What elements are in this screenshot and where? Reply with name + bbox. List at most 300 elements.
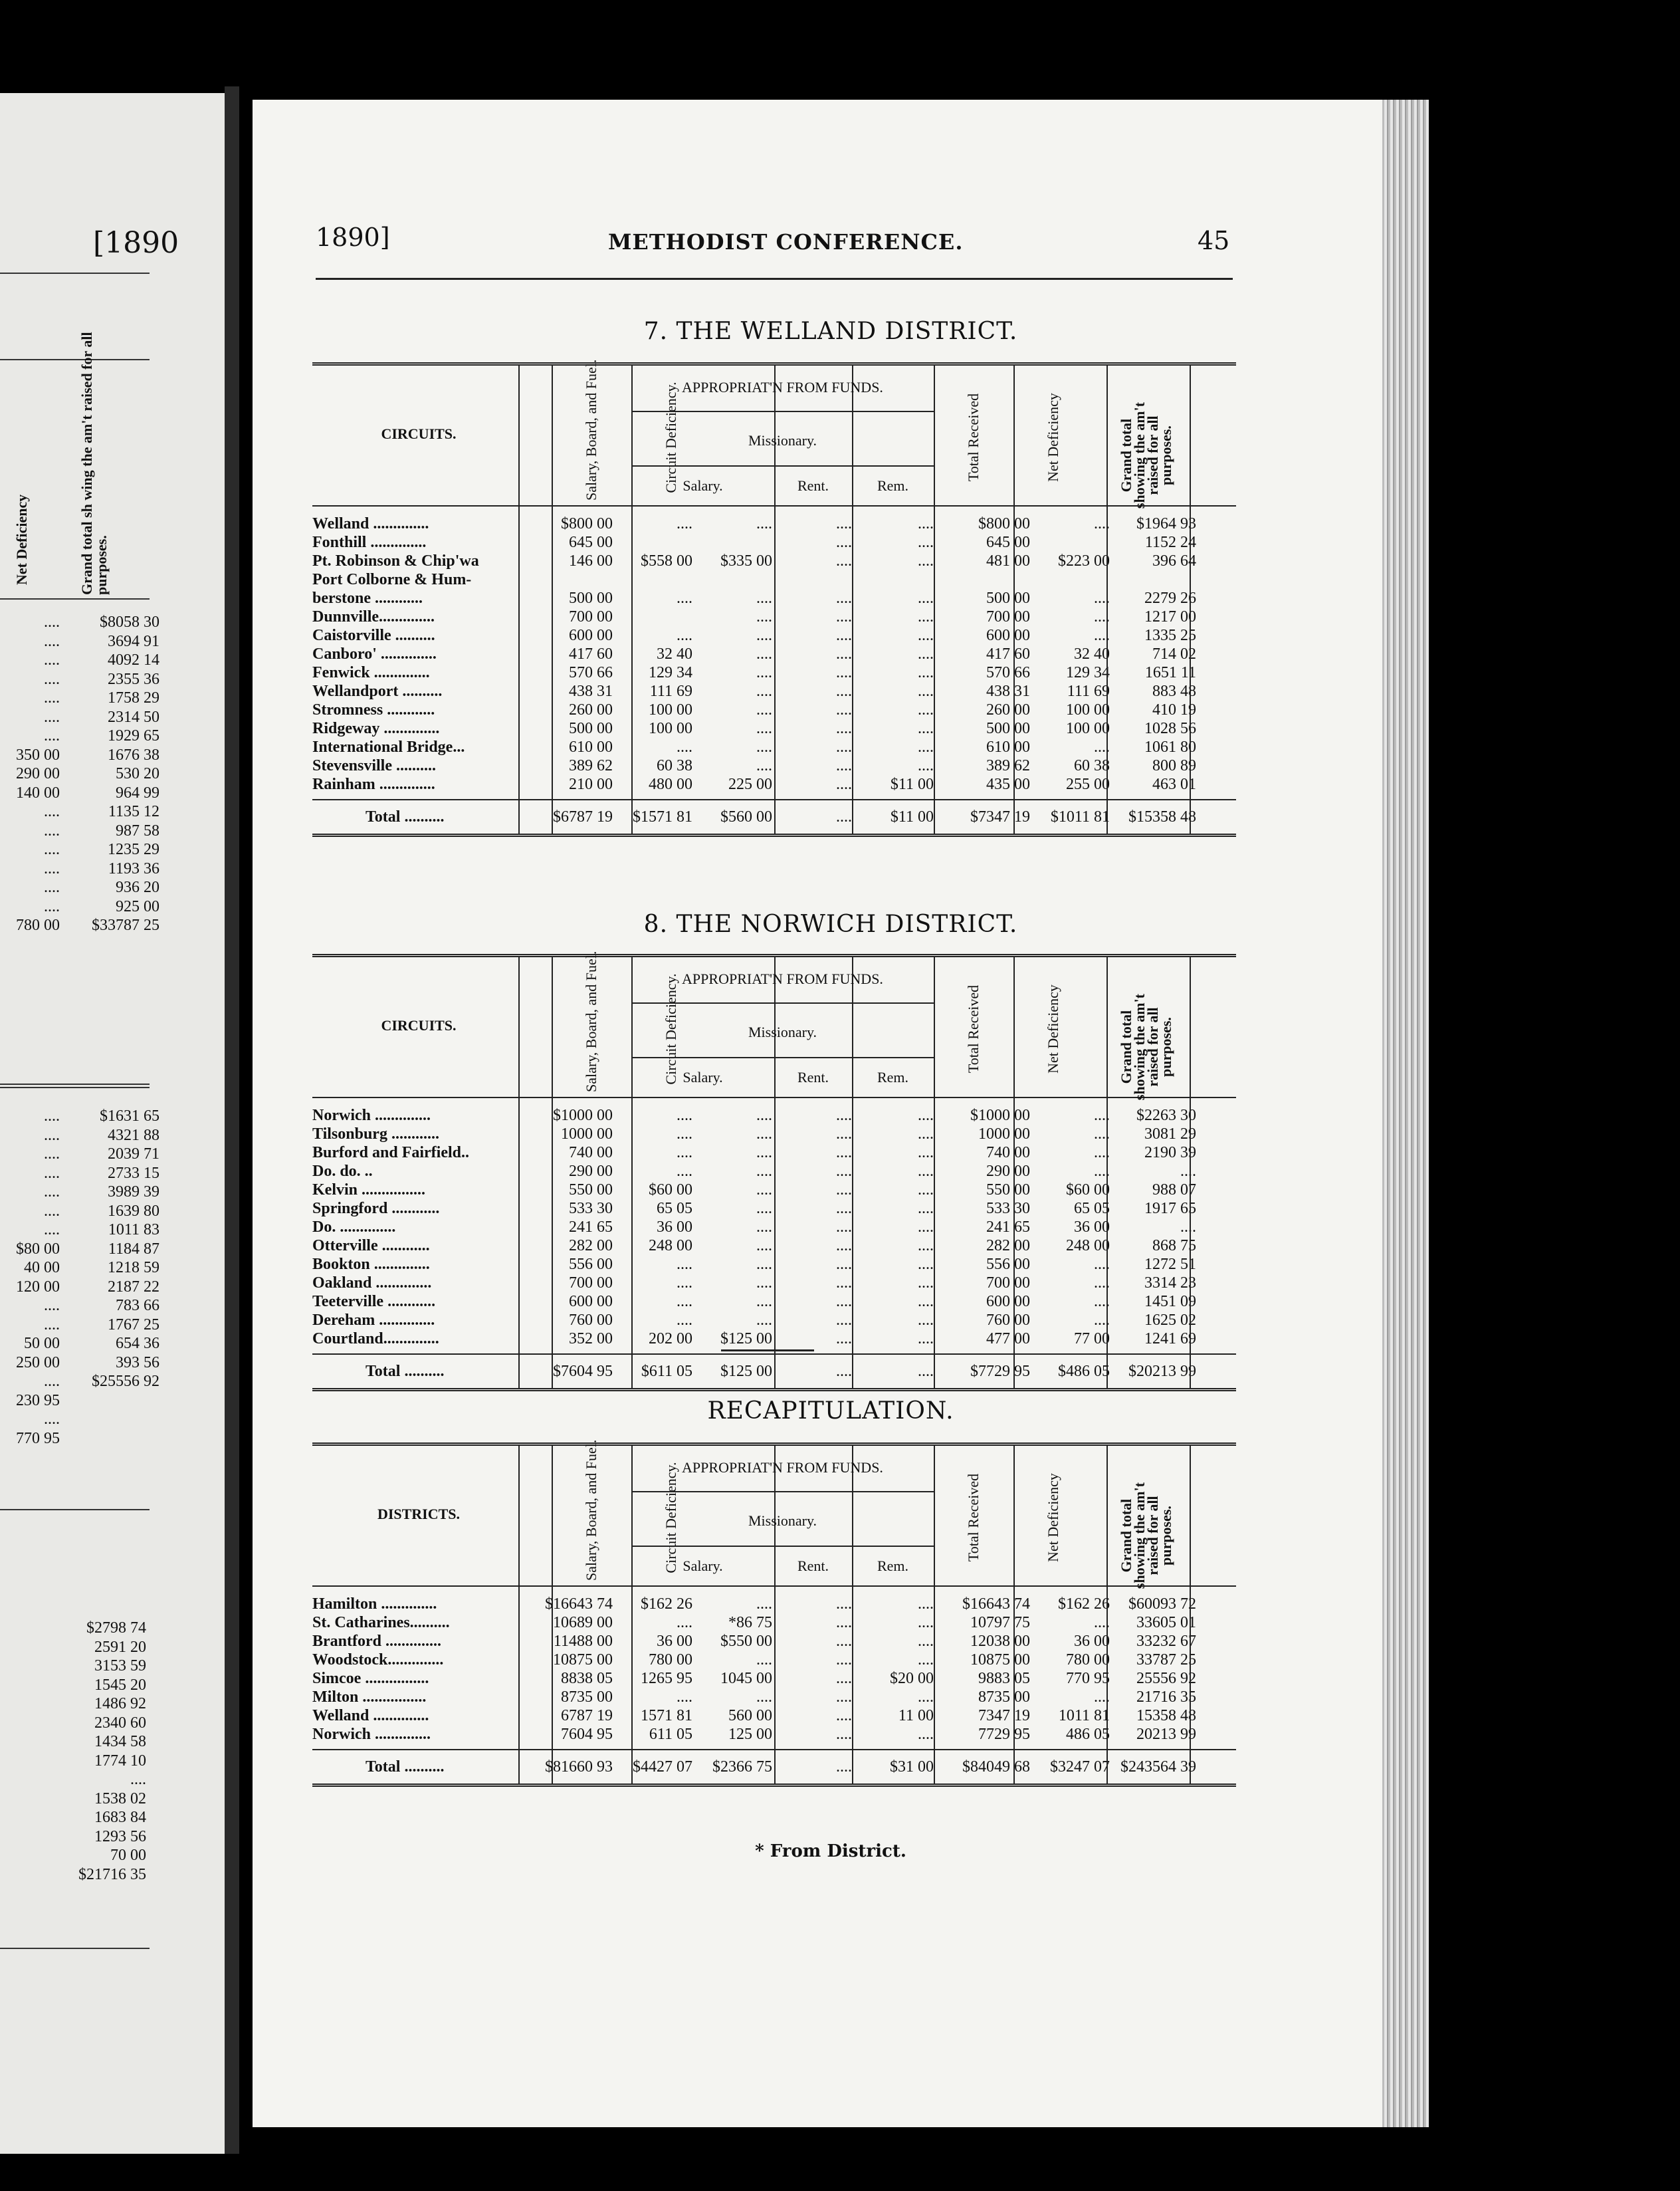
cell: .... (1094, 1293, 1110, 1310)
total-cell: $1011 81 (1050, 808, 1110, 826)
cell: $1000 00 (553, 1107, 613, 1124)
cell: 8735 00 (561, 1688, 613, 1706)
cell: .... (836, 1274, 852, 1292)
row-name: Fonthill .............. (312, 534, 427, 551)
cell: .... (1094, 739, 1110, 756)
cell: 36 00 (657, 1633, 692, 1650)
cell: 8838 05 (561, 1670, 613, 1687)
cell: 654 36 (116, 1335, 159, 1352)
cell: .... (918, 1688, 934, 1706)
cell: 33787 25 (1136, 1651, 1196, 1669)
cell: .... (918, 701, 934, 719)
cell: .... (918, 1330, 934, 1347)
cell: 7729 95 (978, 1726, 1030, 1743)
cell: $25556 92 (92, 1373, 159, 1390)
cell: 7604 95 (561, 1726, 613, 1743)
row-name: Do. .............. (312, 1218, 396, 1236)
row-name: Springford ............ (312, 1200, 440, 1217)
cell: .... (756, 1688, 772, 1706)
total-cell: $84049 68 (962, 1758, 1030, 1776)
cell: .... (44, 860, 60, 877)
left-block2-grand-total (66, 1107, 159, 1391)
cell: 770 95 (16, 1429, 60, 1447)
column-divider (1013, 366, 1015, 505)
column-divider (552, 957, 553, 1097)
cell: 40 00 (24, 1259, 60, 1276)
cell: .... (130, 1771, 146, 1788)
cell: .... (677, 627, 692, 644)
cell: 556 00 (569, 1256, 613, 1273)
cell: $550 00 (720, 1633, 772, 1650)
cell: 964 99 (116, 784, 159, 802)
cell: 500 00 (569, 720, 613, 737)
cell: .... (756, 720, 772, 737)
cell: .... (756, 1200, 772, 1217)
total-label: Total .......... (366, 808, 445, 826)
cell: .... (677, 1256, 692, 1273)
row-name: Wellandport .......... (312, 683, 443, 700)
cell: .... (44, 1164, 60, 1182)
cell: 800 89 (1152, 757, 1196, 774)
total-cell: $486 05 (1058, 1363, 1110, 1380)
row-name: Hamilton .............. (312, 1595, 437, 1613)
cell: .... (1094, 1274, 1110, 1292)
cell: 1774 10 (94, 1752, 146, 1770)
previous-page-year: [1890 (93, 226, 179, 260)
cell: 389 62 (569, 757, 613, 774)
left-block1-bottom-rule-2 (0, 1087, 150, 1088)
cell: 11 00 (898, 1707, 934, 1724)
cell: 500 00 (986, 590, 1030, 607)
cell: $1964 93 (1136, 515, 1196, 532)
cell: 6787 19 (561, 1707, 613, 1724)
total-cell: $31 00 (890, 1758, 934, 1776)
cell: 1011 81 (1058, 1707, 1110, 1724)
cell: 435 00 (986, 776, 1030, 793)
header-circuits: CIRCUITS. (381, 1017, 457, 1034)
cell: .... (756, 590, 772, 607)
cell: 1676 38 (108, 746, 159, 764)
cell: $223 00 (1058, 552, 1110, 570)
column-divider (774, 1098, 776, 1353)
page-edges (1382, 100, 1429, 2127)
column-divider (552, 1098, 553, 1353)
row-name: Welland .............. (312, 1707, 429, 1724)
cell: 438 31 (986, 683, 1030, 700)
column-divider (774, 1587, 776, 1749)
cell: 700 00 (569, 608, 613, 626)
cell: 550 00 (986, 1181, 1030, 1199)
cell: 33605 01 (1136, 1614, 1196, 1631)
cell: 15358 48 (1136, 1707, 1196, 1724)
cell: 12038 00 (970, 1633, 1030, 1650)
cell: 486 05 (1066, 1726, 1110, 1743)
cell: .... (836, 1181, 852, 1199)
cell: .... (756, 1256, 772, 1273)
column-divider (1106, 957, 1108, 1097)
cell: 120 00 (16, 1278, 60, 1296)
page-45 (253, 100, 1409, 2127)
cell: 36 00 (1074, 1218, 1110, 1236)
cell: 2340 60 (94, 1714, 146, 1732)
cell: .... (918, 590, 934, 607)
column-divider (518, 1750, 520, 1784)
cell: .... (836, 1200, 852, 1217)
cell: .... (918, 1218, 934, 1236)
header-appropriations: APPROPRIAT'N FROM FUNDS. (682, 379, 883, 396)
header-rule (0, 273, 150, 274)
cell: 1000 00 (978, 1125, 1030, 1143)
header-missionary: Missionary. (748, 432, 817, 449)
book-gutter (225, 86, 239, 2154)
row-name: Dunnville.............. (312, 608, 435, 626)
column-divider (934, 800, 935, 834)
cell: .... (1180, 1163, 1196, 1180)
cell: .... (918, 1633, 934, 1650)
cell: 556 00 (986, 1256, 1030, 1273)
cell: 740 00 (569, 1144, 613, 1161)
total-label: Total .......... (366, 1363, 445, 1380)
column-divider (852, 1355, 853, 1388)
row-name: Port Colborne & Hum- (312, 571, 472, 588)
row-name: Pt. Robinson & Chip'wa (312, 552, 479, 570)
cell: 1486 92 (94, 1695, 146, 1712)
column-divider (552, 800, 553, 834)
cell: 210 00 (569, 776, 613, 793)
cell: .... (677, 1163, 692, 1180)
header-districts: DISTRICTS. (377, 1506, 461, 1522)
row-name: Teeterville ............ (312, 1293, 436, 1310)
cell: 533 30 (986, 1200, 1030, 1217)
cell: 1545 20 (94, 1676, 146, 1694)
cell: .... (756, 608, 772, 626)
cell: 1061 80 (1144, 739, 1196, 756)
cell: .... (677, 1293, 692, 1310)
cell: 3081 29 (1144, 1125, 1196, 1143)
cell: .... (836, 1651, 852, 1669)
cell: 645 00 (569, 534, 613, 551)
header-appropriations: APPROPRIAT'N FROM FUNDS. (682, 1459, 883, 1476)
cell: 396 64 (1152, 552, 1196, 570)
cell: .... (836, 1595, 852, 1613)
cell: .... (836, 739, 852, 756)
left-block1-net-deficiency (0, 613, 60, 935)
cell: 9883 05 (978, 1670, 1030, 1687)
cell: .... (836, 1163, 852, 1180)
cell: .... (836, 590, 852, 607)
cell: .... (677, 739, 692, 756)
cell: .... (836, 552, 852, 570)
total-cell: $7604 95 (553, 1363, 613, 1380)
row-name: berstone ............ (312, 590, 423, 607)
column-divider (518, 1446, 520, 1585)
cell: .... (1094, 1312, 1110, 1329)
section-separator (721, 1349, 814, 1351)
header-net-deficiency: Net Deficiency (1045, 1473, 1061, 1562)
cell: 783 66 (116, 1297, 159, 1314)
cell: $1000 00 (970, 1107, 1030, 1124)
cell: .... (836, 1633, 852, 1650)
footnote: * From District. (755, 1841, 906, 1861)
cell: .... (836, 776, 852, 793)
cell: 129 34 (649, 664, 692, 681)
row-name: Norwich .............. (312, 1107, 431, 1124)
cell: .... (677, 590, 692, 607)
cell: .... (836, 608, 852, 626)
cell: 1241 69 (1144, 1330, 1196, 1347)
cell: .... (677, 1107, 692, 1124)
cell: 282 00 (986, 1237, 1030, 1254)
cell: 352 00 (569, 1330, 613, 1347)
left-block3-bottom-rule (0, 1948, 150, 1949)
header-subrule (631, 1002, 934, 1004)
cell: 10875 00 (970, 1651, 1030, 1669)
cell: $16643 74 (962, 1595, 1030, 1613)
cell: 2733 15 (108, 1164, 159, 1182)
cell: 481 00 (986, 552, 1030, 570)
cell: 1235 29 (108, 841, 159, 858)
cell: 3989 39 (108, 1183, 159, 1201)
column-divider (1190, 1355, 1191, 1388)
cell: 560 00 (728, 1707, 772, 1724)
total-cell: $81660 93 (545, 1758, 613, 1776)
cell: 530 20 (116, 765, 159, 782)
cell: 60 38 (1074, 757, 1110, 774)
total-row (312, 1353, 1236, 1391)
cell: .... (44, 1316, 60, 1333)
header-grand-total: Grand total showing the am't raised for all purposes. (1118, 402, 1174, 509)
header-salary-board-fuel: Salary, Board, and Fuel. (583, 359, 599, 501)
total-cell: $4427 07 (633, 1758, 692, 1776)
cell: *86 75 (728, 1614, 772, 1631)
cell: 111 69 (1067, 683, 1110, 700)
cell: .... (918, 1125, 934, 1143)
column-divider (852, 800, 853, 834)
grand-total-header: Grand total sh wing the am't raised for all purposes. (78, 332, 110, 595)
cell: .... (44, 1126, 60, 1144)
cell: 2190 39 (1144, 1144, 1196, 1161)
cell: .... (836, 1688, 852, 1706)
header-rule (316, 278, 1233, 280)
cell: .... (836, 627, 852, 644)
cell: $2263 30 (1136, 1107, 1196, 1124)
cell: 290 00 (569, 1163, 613, 1180)
cell: .... (918, 1293, 934, 1310)
table-header (312, 1439, 1236, 1589)
cell: 36 00 (1074, 1633, 1110, 1650)
column-divider (1190, 957, 1191, 1097)
page-number: 45 (1198, 226, 1230, 255)
cell: 1135 12 (108, 803, 159, 820)
row-name: Brantford .............. (312, 1633, 441, 1650)
cell: 2591 20 (94, 1638, 146, 1656)
column-divider (1013, 1587, 1015, 1749)
cell: .... (1094, 1107, 1110, 1124)
header-circuit-deficiency: Circuit Deficiency. (663, 382, 679, 493)
header-total-received: Total Received (965, 984, 982, 1074)
row-name: Burford and Fairfield.. (312, 1144, 470, 1161)
cell: $558 00 (641, 552, 692, 570)
cell: $20 00 (890, 1670, 934, 1687)
total-cell: .... (836, 808, 852, 826)
cell: .... (44, 1297, 60, 1314)
cell: 1272 51 (1144, 1256, 1196, 1273)
cell: .... (44, 1145, 60, 1163)
cell: 290 00 (16, 765, 60, 782)
cell: 1193 36 (108, 860, 159, 877)
cell: 700 00 (569, 1274, 613, 1292)
cell: 570 66 (569, 664, 613, 681)
cell: 32 40 (1074, 645, 1110, 663)
row-name: Courtland.............. (312, 1330, 439, 1347)
cell: 700 00 (986, 608, 1030, 626)
cell: .... (44, 651, 60, 669)
column-divider (552, 366, 553, 505)
header-rent: Rent. (797, 1069, 829, 1086)
column-divider (852, 507, 853, 799)
row-name: Woodstock.............. (312, 1651, 444, 1669)
cell: 21716 35 (1136, 1688, 1196, 1706)
cell: .... (836, 1218, 852, 1236)
cell: 1011 83 (108, 1221, 159, 1238)
cell: .... (1094, 1163, 1110, 1180)
column-divider (852, 1587, 853, 1749)
cell: 600 00 (569, 627, 613, 644)
total-cell: $7729 95 (970, 1363, 1030, 1380)
column-divider (631, 800, 633, 834)
cell: .... (836, 1293, 852, 1310)
cell: 760 00 (569, 1312, 613, 1329)
cell: .... (836, 1330, 852, 1347)
cell: .... (918, 1595, 934, 1613)
cell: $800 00 (561, 515, 613, 532)
cell: 700 00 (986, 1274, 1030, 1292)
column-divider (1190, 1587, 1191, 1749)
total-row (312, 1749, 1236, 1787)
total-cell: .... (836, 1758, 852, 1776)
cell: .... (44, 803, 60, 820)
cell: .... (836, 757, 852, 774)
cell: .... (677, 1125, 692, 1143)
header-subrule (631, 1057, 934, 1058)
header-total-received: Total Received (965, 393, 982, 482)
cell: .... (918, 1237, 934, 1254)
cell: .... (836, 1125, 852, 1143)
cell: 7347 19 (978, 1707, 1030, 1724)
cell: .... (44, 1411, 60, 1428)
cell: .... (756, 1218, 772, 1236)
cell: 1917 65 (1144, 1200, 1196, 1217)
column-divider (1190, 800, 1191, 834)
header-appropriations: APPROPRIAT'N FROM FUNDS. (682, 971, 883, 987)
cell: 760 00 (986, 1312, 1030, 1329)
cell: 100 00 (649, 701, 692, 719)
cell: 1045 00 (720, 1670, 772, 1687)
cell: 883 48 (1152, 683, 1196, 700)
column-divider (774, 800, 776, 834)
column-divider (934, 1587, 935, 1749)
cell: 645 00 (986, 534, 1030, 551)
header-salary: Salary. (682, 477, 723, 494)
cell: $162 26 (1058, 1595, 1110, 1613)
column-divider (518, 1355, 520, 1388)
cell: $60 00 (649, 1181, 692, 1199)
cell: .... (44, 841, 60, 858)
column-divider (631, 1355, 633, 1388)
column-divider (774, 1750, 776, 1784)
cell: .... (44, 1183, 60, 1201)
running-title: METHODIST CONFERENCE. (608, 229, 964, 255)
total-cell: $15358 48 (1128, 808, 1196, 826)
cell: 1929 65 (108, 727, 159, 745)
cell: 1000 00 (561, 1125, 613, 1143)
cell: .... (44, 879, 60, 896)
header-bottom-rule (0, 598, 150, 600)
cell: .... (918, 608, 934, 626)
cell: .... (836, 720, 852, 737)
cell: .... (836, 664, 852, 681)
cell: 550 00 (569, 1181, 613, 1199)
cell: .... (918, 1107, 934, 1124)
cell: 100 00 (1066, 720, 1110, 737)
column-divider (1190, 1750, 1191, 1784)
column-divider (1013, 1750, 1015, 1784)
left-block2-bottom-rule (0, 1509, 150, 1510)
column-divider (1106, 1750, 1108, 1784)
cell: 714 02 (1152, 645, 1196, 663)
cell: $21716 35 (78, 1865, 146, 1883)
cell: 2279 26 (1144, 590, 1196, 607)
column-divider (631, 507, 633, 799)
cell: $335 00 (720, 552, 772, 570)
cell: .... (756, 1237, 772, 1254)
row-name: Welland .............. (312, 515, 429, 532)
cell: .... (44, 1221, 60, 1238)
header-grand-total: Grand total showing the am't raised for all purposes. (1118, 993, 1174, 1101)
column-divider (1106, 366, 1108, 505)
header-subrule (631, 411, 934, 412)
cell: 1028 56 (1144, 720, 1196, 737)
cell: 393 56 (116, 1353, 159, 1371)
header-total-received: Total Received (965, 1473, 982, 1562)
cell: 500 00 (569, 590, 613, 607)
row-name: Caistorville .......... (312, 627, 435, 644)
cell: 36 00 (657, 1218, 692, 1236)
total-row (312, 799, 1236, 837)
cell: .... (918, 720, 934, 737)
cell: 417 60 (986, 645, 1030, 663)
cell: .... (836, 1107, 852, 1124)
cell: .... (1094, 590, 1110, 607)
cell: .... (44, 708, 60, 726)
column-divider (852, 1098, 853, 1353)
table-body (312, 507, 1236, 799)
cell: 740 00 (986, 1144, 1030, 1161)
total-cell: $3247 07 (1050, 1758, 1110, 1776)
cell: 350 00 (16, 746, 60, 764)
cell: $33787 25 (92, 917, 159, 934)
column-divider (1190, 366, 1191, 505)
cell: .... (918, 1726, 934, 1743)
cell: 230 95 (16, 1391, 60, 1409)
cell: .... (756, 1163, 772, 1180)
row-name: Otterville ............ (312, 1237, 430, 1254)
cell: 477 00 (986, 1330, 1030, 1347)
total-cell: $611 05 (641, 1363, 692, 1380)
cell: 611 05 (649, 1726, 692, 1743)
cell: .... (756, 739, 772, 756)
table-body (312, 1587, 1236, 1749)
